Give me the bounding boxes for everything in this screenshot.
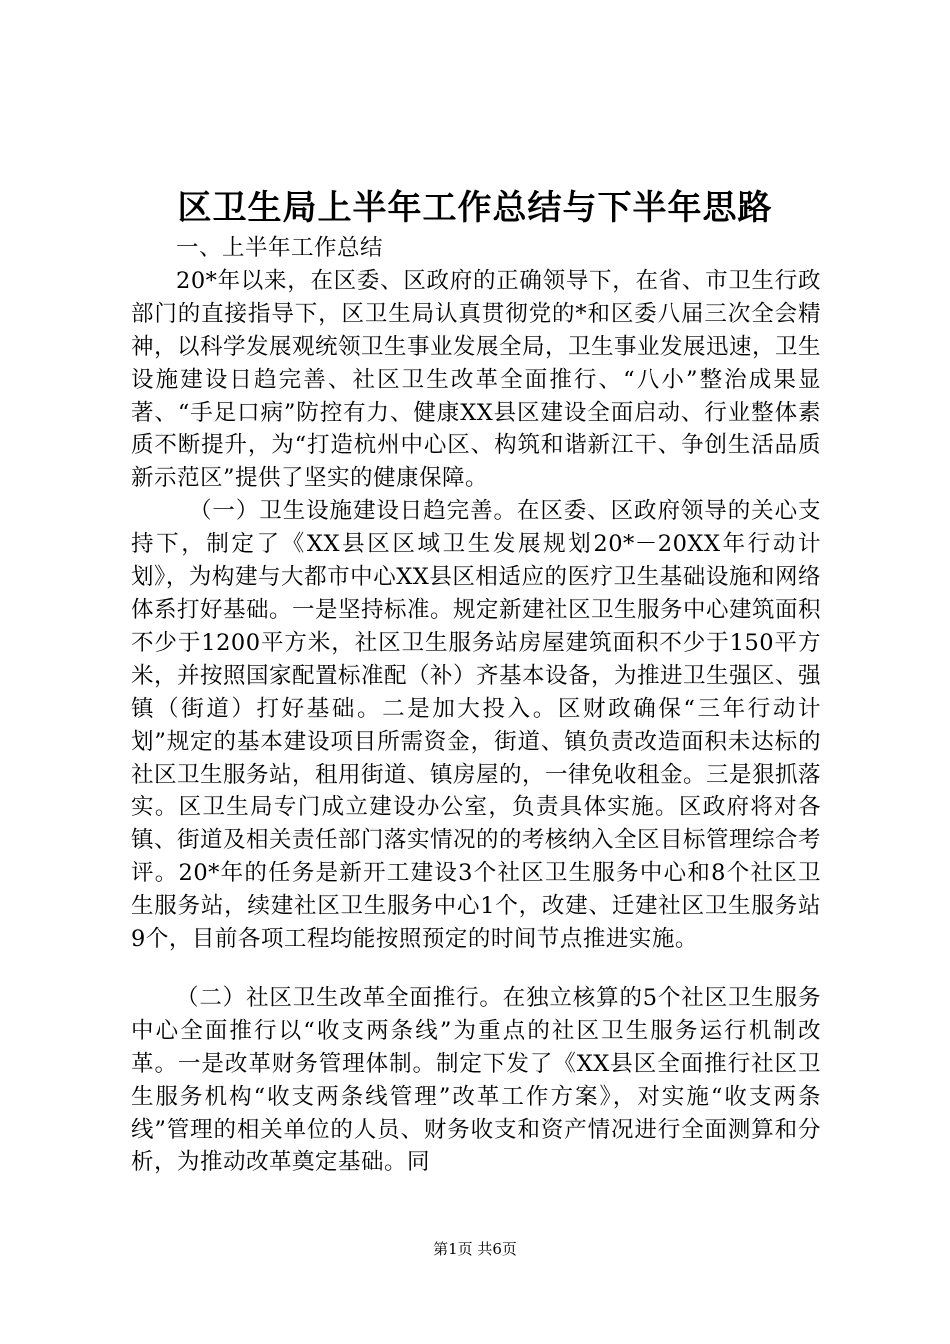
paragraph-intro: 20*年以来，在区委、区政府的正确领导下，在省、市卫生行政部门的直接指导下，区卫生局认真贯彻党的*和区委八届三次全会精神，以科学发展观统领卫生事业发展全局，卫生事业发展迅速，卫生设施建设日趋完善、社区卫生改革全面推行、“八小”整治成果显著、“手足口病”防控有力、健康XX县区建设全面启动、行业整体素质不断提升，为“打造杭州中心区、构筑和谐新江干、争创生活品质新示范区”提供了坚实的健康保障。	[131, 267, 822, 492]
paragraph-spacer	[131, 956, 821, 982]
section-heading: 一、上半年工作总结	[176, 235, 384, 261]
document-title: 区卫生局上半年工作总结与下半年思路	[177, 188, 773, 228]
paragraph-facilities: （一）卫生设施建设日趋完善。在区委、区政府领导的关心支持下，制定了《XX县区区域卫生发展规划20*－20XX年行动计划》，为构建与大都市中心XX县区相适应的医疗卫生基础设施和网络体系打好基础。一是坚持标准。规定新建社区卫生服务中心建筑面积不少于1200平方米，社区卫生服务站房屋建筑面积不少于150平方米，并按照国家配置标准配（补）齐基本设备，为推进卫生强区、强镇（街道）打好基础。二是加大投入。区财政确保“三年行动计划”规定的基本建设项目所需资金，街道、镇负责改造面积未达标的社区卫生服务站，租用街道、镇房屋的，一律免收租金。三是狠抓落实。区卫生局专门成立建设办公室，负责具体实施。区政府将对各镇、街道及相关责任部门落实情况的的考核纳入全区目标管理综合考评。20*年的任务是新开工建设3个社区卫生服务中心和8个社区卫生服务站，续建社区卫生服务中心1个，改建、迁建社区卫生服务站9个，目前各项工程均能按照预定的时间节点推进实施。	[131, 498, 822, 953]
document-body	[131, 232, 821, 1179]
page-number-footer: 第1页 共6页	[433, 1240, 517, 1258]
paragraph-community-reform: （二）社区卫生改革全面推行。在独立核算的5个社区卫生服务中心全面推行以“收支两条线”为重点的社区卫生服务运行机制改革。一是改革财务管理体制。制定下发了《XX县区全面推行社区卫生服务机构“收支两条线管理”改革工作方案》，对实施“收支两条线”管理的相关单位的人员、财务收支和资产情况进行全面测算和分析，为推动改革奠定基础。同	[131, 984, 821, 1176]
